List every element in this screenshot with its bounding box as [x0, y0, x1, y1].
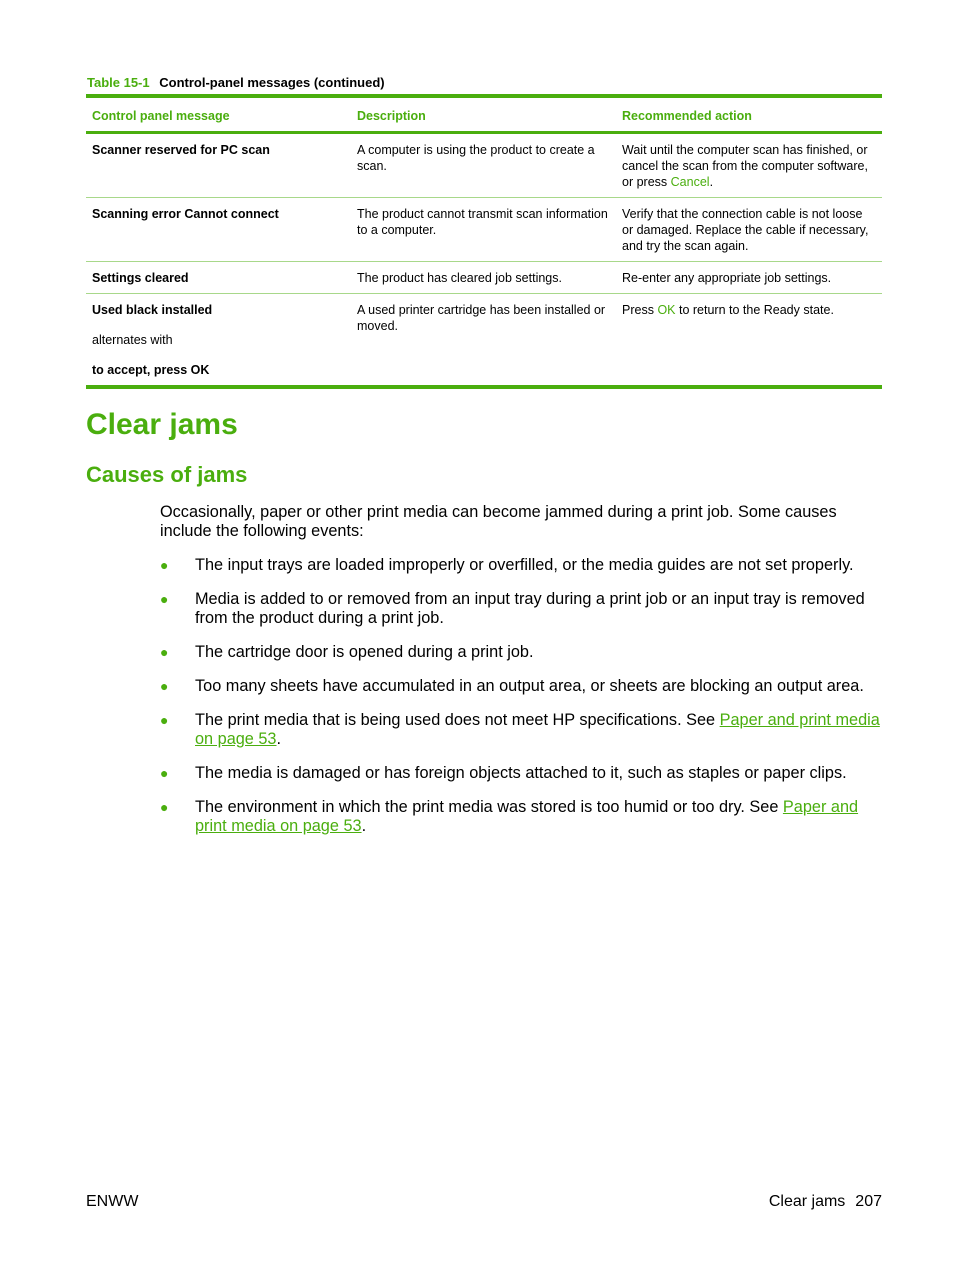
action-text-end: to return to the Ready state. — [675, 303, 834, 317]
list-item — [160, 711, 882, 749]
subsection-heading: Causes of jams — [86, 462, 248, 487]
paper-media-link[interactable]: Paper and print media on page 53 — [195, 798, 859, 835]
intro-paragraph: Occasionally, paper or other print media can become jammed during a print job. Some causes include the following events: — [160, 503, 837, 540]
action-text: Wait until the computer scan has finished, or cancel the scan from the computer software, or press — [622, 143, 868, 189]
bullet-icon: ● — [160, 765, 169, 781]
bullet-icon: ● — [160, 678, 169, 694]
footer-page-info — [769, 1193, 882, 1211]
list-item — [160, 556, 882, 575]
message-cell — [86, 262, 351, 294]
list-item-text: The print media that is being used does not meet HP specifications. See — [195, 711, 720, 729]
list-item-text: The media is damaged or has foreign objects attached to it, such as staples or paper clips. — [195, 764, 847, 782]
table-title: Control-panel messages (continued) — [159, 75, 385, 90]
column-header-message: Control panel message — [86, 96, 351, 133]
page-number: 207 — [855, 1193, 882, 1210]
message-accept-text: to accept, press OK — [92, 363, 210, 377]
list-item-text: Too many sheets have accumulated in an output area, or sheets are blocking an output area. — [195, 677, 864, 695]
description-cell: A used printer cartridge has been installed or moved. — [357, 303, 606, 333]
list-item-text: The cartridge door is opened during a print job. — [195, 643, 534, 661]
action-cell — [616, 294, 882, 388]
message-alternates-text: alternates with — [92, 333, 173, 347]
cancel-key-label: Cancel — [670, 175, 710, 189]
bullet-icon: ● — [160, 712, 169, 728]
message-text: Settings cleared — [92, 271, 189, 285]
list-item — [160, 643, 882, 662]
section-heading: Clear jams — [86, 408, 238, 441]
column-header-action: Recommended action — [616, 96, 882, 133]
table-row — [86, 294, 882, 388]
causes-list — [160, 556, 882, 851]
list-item-text-end: . — [361, 817, 367, 835]
message-text: Scanning error Cannot connect — [92, 207, 279, 221]
table-header-row — [86, 96, 882, 133]
footer-section: Clear jams — [768, 1193, 846, 1210]
bullet-icon: ● — [160, 591, 169, 607]
footer-edition: ENWW — [86, 1193, 139, 1210]
action-text: Re-enter any appropriate job settings. — [622, 271, 832, 285]
list-item — [160, 677, 882, 696]
description-cell: The product has cleared job settings. — [351, 262, 616, 294]
action-text: Press — [622, 303, 658, 317]
action-cell — [616, 262, 882, 294]
table-number: Table 15-1 — [87, 75, 150, 90]
message-cell — [86, 294, 351, 388]
paper-media-link[interactable]: Paper and print media on page 53 — [195, 711, 880, 748]
control-panel-messages-table — [86, 94, 882, 389]
bullet-icon: ● — [160, 799, 169, 815]
action-cell — [616, 198, 882, 262]
description-cell: A computer is using the product to create a scan. — [351, 133, 616, 198]
action-text: Verify that the connection cable is not loose or damaged. Replace the cable if necessary, and try the scan again. — [622, 207, 869, 253]
list-item — [160, 764, 882, 783]
action-text-end: . — [709, 175, 714, 189]
table-caption — [87, 75, 385, 90]
list-item-text-end: . — [276, 730, 282, 748]
message-cell — [86, 133, 351, 198]
list-item-text: Media is added to or removed from an input tray during a print job or an input tray is removed from the product during a print job. — [195, 590, 865, 627]
message-cell — [86, 198, 351, 262]
bullet-icon: ● — [160, 557, 169, 573]
column-header-description: Description — [351, 96, 616, 133]
bullet-icon: ● — [160, 644, 169, 660]
message-text: Scanner reserved for PC scan — [92, 143, 270, 157]
list-item-text: The environment in which the print media was stored is too humid or too dry. See — [195, 798, 783, 816]
list-item-text: The input trays are loaded improperly or overfilled, or the media guides are not set properly. — [195, 556, 854, 574]
table-row — [86, 133, 882, 198]
ok-key-label: OK — [657, 303, 676, 317]
message-text: Used black installed — [92, 303, 213, 317]
list-item — [160, 590, 882, 628]
description-cell: The product cannot transmit scan information to a computer. — [351, 198, 616, 262]
list-item — [160, 798, 882, 836]
table-row — [86, 198, 882, 262]
table-row — [86, 262, 882, 294]
action-cell — [616, 133, 882, 198]
